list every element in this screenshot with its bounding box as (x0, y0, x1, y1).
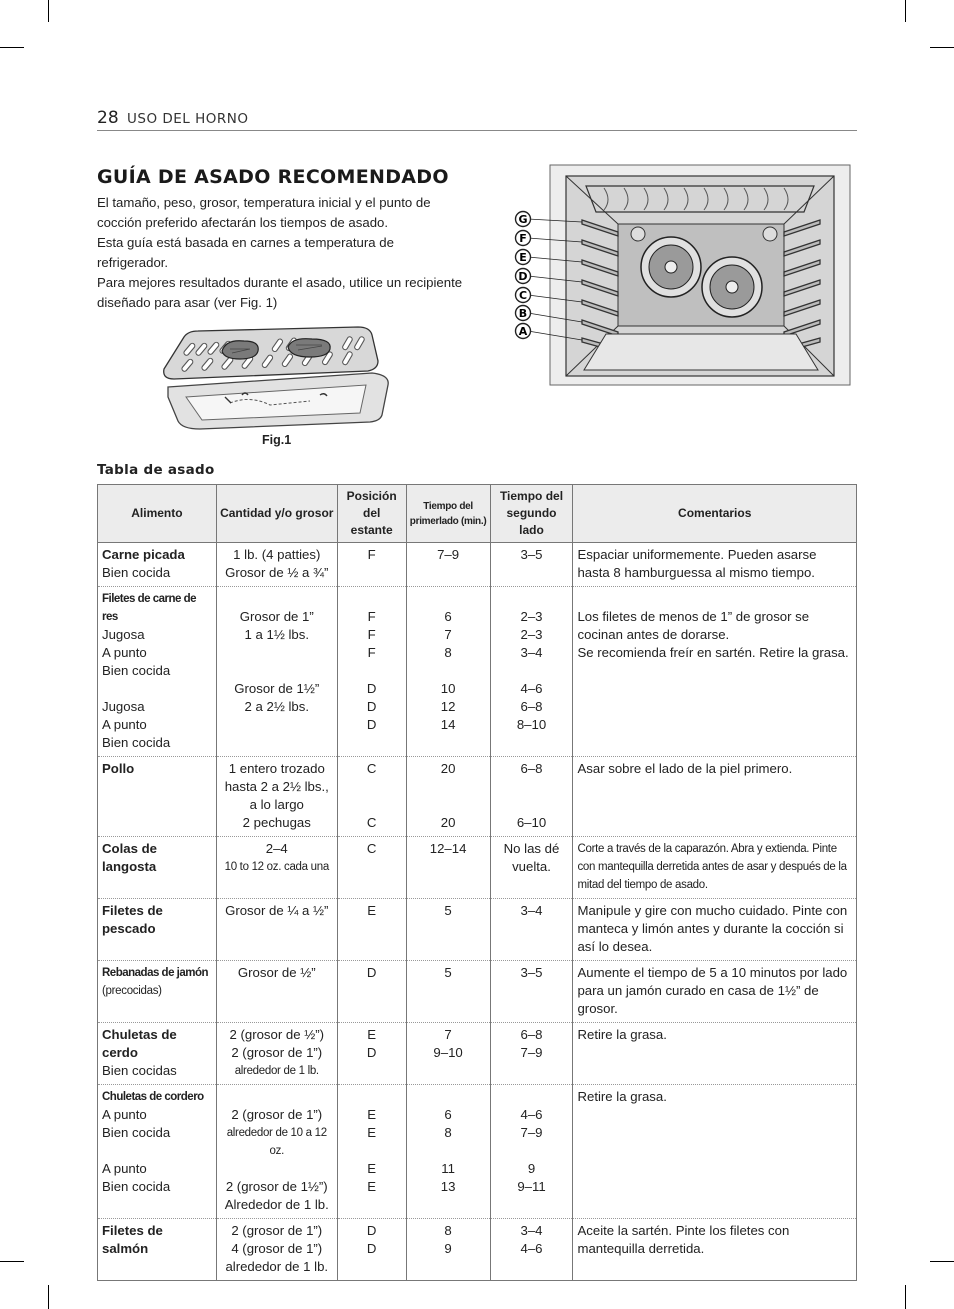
value-line: 8 (444, 645, 452, 660)
value-line: 7 (444, 627, 452, 642)
food-line: Bien cocida (102, 735, 171, 750)
cell-quantity (216, 757, 337, 837)
value-line: 2–3 (520, 609, 543, 624)
value-line: 7–9 (520, 1045, 543, 1060)
header-quantity: Cantidad y/o grosor (216, 485, 337, 543)
cell-first (406, 1023, 490, 1085)
value-line (495, 662, 569, 680)
rack-label-g (516, 212, 531, 227)
convection-fan-icon (702, 257, 762, 317)
crop-mark (905, 1285, 906, 1309)
rack-label-c (516, 288, 531, 303)
value-line: E (367, 1125, 377, 1140)
value-line: 12–14 (429, 841, 467, 856)
value-line: 6–8 (520, 761, 543, 776)
value-line: Grosor de 1½” (234, 681, 320, 696)
value-line (411, 662, 486, 680)
value-line: D (366, 681, 377, 696)
value-line: E (367, 1161, 377, 1176)
cell-second (490, 757, 573, 837)
value-line: Grosor de ¼ a ½” (225, 903, 329, 918)
value-line: 4–6 (520, 1241, 543, 1256)
rack-label-e (516, 250, 531, 265)
value-line: C (366, 761, 377, 776)
value-line: 3–4 (520, 1223, 543, 1238)
value-line: a lo largo (249, 797, 304, 812)
cell-second (490, 961, 573, 1023)
value-line (411, 796, 486, 814)
value-line: alrededor de 1 lb. (234, 1065, 319, 1077)
cell-first (406, 837, 490, 899)
value-line (495, 590, 569, 608)
table-header-row (98, 485, 857, 543)
value-line (221, 1160, 333, 1178)
value-line (221, 1088, 333, 1106)
cell-first (406, 961, 490, 1023)
value-line: D (366, 1241, 377, 1256)
value-line: F (367, 627, 376, 642)
value-line (342, 590, 402, 608)
value-line: 3–5 (520, 965, 543, 980)
value-line: 6–10 (516, 815, 547, 830)
value-line: 2 a 2½ lbs. (244, 699, 310, 714)
header-comments: Comentarios (573, 485, 857, 543)
value-line (411, 1088, 486, 1106)
cell-quantity (216, 1023, 337, 1085)
food-line: A punto (102, 717, 147, 732)
broil-chart-table (97, 484, 857, 1281)
comment-text: Retire la grasa. (577, 1027, 667, 1042)
cell-comments (573, 837, 857, 899)
cell-comments (573, 961, 857, 1023)
crop-mark (0, 1261, 24, 1262)
cell-food (98, 1219, 217, 1281)
cell-quantity (216, 961, 337, 1023)
food-line: A punto (102, 645, 147, 660)
crop-mark (48, 0, 49, 22)
value-line: 7 (444, 1027, 452, 1042)
value-line: D (366, 1223, 377, 1238)
cell-second (490, 543, 573, 587)
cell-first (406, 1085, 490, 1219)
comment-text: Aumente el tiempo de 5 a 10 minutos por lado para un jamón curado en casa de 1½” de grosor. (577, 965, 848, 1016)
crop-mark (930, 1261, 954, 1262)
table-row (98, 961, 857, 1023)
value-line (342, 796, 402, 814)
cell-comments (573, 757, 857, 837)
cell-food (98, 1085, 217, 1219)
cell-position (337, 757, 406, 837)
cell-position (337, 1023, 406, 1085)
value-line: 12 (440, 699, 456, 714)
comment-text: Asar sobre el lado de la piel primero. (577, 761, 793, 776)
value-line (495, 796, 569, 814)
food-line: Colas de langosta (102, 841, 157, 874)
table-row (98, 899, 857, 961)
cell-quantity (216, 543, 337, 587)
food-line: A punto (102, 1107, 147, 1122)
cell-position (337, 543, 406, 587)
cell-position (337, 1085, 406, 1219)
svg-text:A: A (518, 325, 528, 338)
value-line: 3–5 (520, 547, 543, 562)
cell-comments (573, 1219, 857, 1281)
comment-text: Aceite la sartén. Pinte los filetes con mantequilla derretida. (577, 1223, 790, 1256)
svg-text:C: C (518, 289, 528, 302)
header-food: Alimento (98, 485, 217, 543)
value-line (495, 778, 569, 796)
table-row (98, 837, 857, 899)
cell-quantity (216, 837, 337, 899)
value-line: E (367, 903, 377, 918)
value-line: Grosor de 1” (239, 609, 314, 624)
value-line: Alrededor de 1 lb. (224, 1197, 329, 1212)
food-line: Bien cocida (102, 1179, 171, 1194)
broiler-pan-illustration (160, 325, 396, 435)
cell-second (490, 1023, 573, 1085)
value-line: No las dé vuelta. (503, 841, 560, 874)
convection-fan-icon (641, 237, 701, 297)
comment-text: Espaciar uniformemente. Pueden asarse hasta 8 hamburguessa al mismo tiempo. (577, 547, 817, 580)
svg-text:B: B (518, 307, 528, 320)
comment-text: Manipule y gire con mucho cuidado. Pinte con manteca y limón antes y durante la cocción si así lo desea. (577, 903, 848, 954)
value-line: 2 pechugas (242, 815, 311, 830)
intro-paragraph-2: Esta guía está basada en carnes a temperatura de refrigerador. (97, 235, 394, 270)
value-line: 2 (grosor de 1½”) (225, 1179, 328, 1194)
value-line: C (366, 815, 377, 830)
value-line (221, 590, 333, 608)
value-line: 1 lb. (4 patties) (233, 547, 321, 562)
value-line: Grosor de ½ a ¾” (225, 565, 329, 580)
intro-paragraph-1: El tamaño, peso, grosor, temperatura inicial y el punto de cocción preferido afectarán los tiempos de asado. (97, 195, 431, 230)
cell-position (337, 587, 406, 757)
value-line: 4 (grosor de 1”) (231, 1241, 323, 1256)
value-line: E (367, 1107, 377, 1122)
cell-food (98, 961, 217, 1023)
value-line: 20 (440, 815, 456, 830)
guide-title: GUÍA DE ASADO RECOMENDADO (97, 166, 449, 188)
cell-second (490, 899, 573, 961)
comment-text: Los filetes de menos de 1” de grosor se cocinan antes de dorarse. (577, 609, 810, 642)
cell-first (406, 587, 490, 757)
food-line: Bien cocida (102, 1125, 171, 1140)
value-line: 2 (grosor de ½”) (229, 1027, 325, 1042)
value-line (342, 778, 402, 796)
value-line: 6 (444, 1107, 452, 1122)
intro-paragraph-3: Para mejores resultados durante el asado, utilice un recipiente diseñado para asar (ver Fig. 1) (97, 275, 463, 310)
food-line: Chuletas de cordero (102, 1091, 204, 1103)
cell-first (406, 757, 490, 837)
value-line: 8–10 (516, 717, 547, 732)
value-line: Grosor de ½” (237, 965, 316, 980)
value-line: F (367, 645, 376, 660)
comment-text: Retire la grasa. (577, 1089, 667, 1104)
table-row (98, 757, 857, 837)
value-line: D (366, 965, 377, 980)
cell-quantity (216, 899, 337, 961)
food-line: Filetes de salmón (102, 1223, 163, 1256)
svg-text:G: G (518, 213, 528, 226)
value-line: 10 (440, 681, 456, 696)
table-row (98, 543, 857, 587)
table-row (98, 1023, 857, 1085)
table-row (98, 1085, 857, 1219)
comment-text (577, 590, 852, 608)
oven-interior-illustration (514, 164, 851, 386)
value-line: 13 (440, 1179, 456, 1194)
food-line: Chuletas de cerdo (102, 1027, 177, 1060)
crop-mark (0, 47, 24, 48)
value-line: 2–4 (265, 841, 288, 856)
value-line: 4–6 (520, 681, 543, 696)
crop-mark (905, 0, 906, 22)
value-line: 9–10 (433, 1045, 463, 1060)
value-line: 20 (440, 761, 456, 776)
cell-first (406, 1219, 490, 1281)
rack-label-d (516, 269, 531, 284)
table-row (98, 587, 857, 757)
value-line (342, 1088, 402, 1106)
comment-text: Corte a través de la caparazón. Abra y extienda. Pinte con mantequilla derretida antes de asar y después de la mitad del tiempo de asado. (577, 843, 847, 891)
value-line (221, 662, 333, 680)
cell-food (98, 757, 217, 837)
figure-caption: Fig.1 (262, 433, 292, 447)
cell-position (337, 837, 406, 899)
food-line: Filetes de carne de res (102, 593, 197, 623)
value-line: F (367, 609, 376, 624)
value-line: 3–4 (520, 903, 543, 918)
value-line: 9 (444, 1241, 452, 1256)
value-line: 8 (444, 1125, 452, 1140)
header-second-side: Tiempo del segundo lado (490, 485, 573, 543)
page-number: 28 (97, 108, 119, 128)
value-line: C (366, 841, 377, 856)
value-line: 6–8 (520, 1027, 543, 1042)
food-line: (precocidas) (102, 985, 162, 997)
value-line: 6 (444, 609, 452, 624)
header-first-side: Tiempo del primerlado (min.) (406, 485, 490, 543)
food-line: Pollo (102, 761, 135, 776)
value-line: D (366, 1045, 377, 1060)
food-line (102, 680, 212, 698)
cell-food (98, 543, 217, 587)
rack-label-b (516, 306, 531, 321)
cell-quantity (216, 1085, 337, 1219)
cell-comments (573, 543, 857, 587)
value-line: alrededor de 1 lb. (225, 1259, 329, 1274)
section-title: USO DEL HORNO (127, 111, 249, 127)
food-line: Bien cocidas (102, 1063, 177, 1078)
value-line (342, 1142, 402, 1160)
value-line: hasta 2 a 2½ lbs., (224, 779, 329, 794)
food-line: Bien cocida (102, 663, 171, 678)
value-line: 4–6 (520, 1107, 543, 1122)
food-line: Filetes de pescado (102, 903, 163, 936)
food-line: A punto (102, 1161, 147, 1176)
rack-label-a (516, 324, 531, 339)
value-line: E (367, 1179, 377, 1194)
value-line: 11 (441, 1161, 455, 1176)
comment-text: Se recomienda freír en sartén. Retire la grasa. (577, 645, 849, 660)
value-line: D (366, 699, 377, 714)
cell-comments (573, 1023, 857, 1085)
food-line: Carne picada (102, 547, 185, 562)
value-line (342, 662, 402, 680)
value-line: 2 (grosor de 1”) (231, 1107, 323, 1122)
cell-food (98, 837, 217, 899)
value-line: 7–9 (520, 1125, 543, 1140)
cell-position (337, 899, 406, 961)
cell-second (490, 587, 573, 757)
value-line (411, 1142, 486, 1160)
svg-text:D: D (518, 270, 528, 283)
value-line: 5 (444, 965, 452, 980)
cell-second (490, 1085, 573, 1219)
value-line: 3–4 (520, 645, 543, 660)
crop-mark (48, 1285, 49, 1309)
table-title: Tabla de asado (97, 462, 215, 478)
cell-second (490, 1219, 573, 1281)
value-line: 10 to 12 oz. cada una (224, 861, 329, 873)
value-line: 9–11 (517, 1179, 546, 1194)
cell-food (98, 587, 217, 757)
food-line: Rebanadas de jamón (102, 967, 209, 979)
value-line: alrededor de 10 a 12 oz. (226, 1127, 327, 1157)
cell-position (337, 961, 406, 1023)
value-line: E (367, 1027, 377, 1042)
svg-text:F: F (519, 232, 527, 245)
value-line: 5 (444, 903, 452, 918)
value-line (411, 590, 486, 608)
cell-comments (573, 1085, 857, 1219)
value-line (221, 716, 333, 734)
value-line: 6–8 (520, 699, 543, 714)
value-line (221, 644, 333, 662)
value-line (495, 1142, 569, 1160)
value-line: 1 entero trozado (228, 761, 325, 776)
svg-text:E: E (519, 251, 527, 264)
value-line (411, 778, 486, 796)
page-header (97, 108, 857, 131)
cell-quantity (216, 587, 337, 757)
food-line: Bien cocida (102, 565, 171, 580)
cell-comments (573, 899, 857, 961)
value-line: D (366, 717, 377, 732)
cell-food (98, 1023, 217, 1085)
value-line: 2 (grosor de 1”) (231, 1045, 323, 1060)
cell-first (406, 899, 490, 961)
rack-label-f (516, 231, 531, 246)
cell-quantity (216, 1219, 337, 1281)
food-line: Jugosa (102, 627, 145, 642)
value-line (495, 1088, 569, 1106)
header-position: Posición del estante (337, 485, 406, 543)
cell-second (490, 837, 573, 899)
value-line: 2–3 (520, 627, 543, 642)
food-line (102, 1142, 212, 1160)
cell-position (337, 1219, 406, 1281)
value-line: 2 (grosor de 1”) (231, 1223, 323, 1238)
value-line: 1 a 1½ lbs. (244, 627, 310, 642)
food-line: Jugosa (102, 699, 145, 714)
value-line: 9 (527, 1161, 536, 1176)
value-line: F (367, 547, 376, 562)
value-line: 14 (440, 717, 456, 732)
cell-first (406, 543, 490, 587)
table-row (98, 1219, 857, 1281)
cell-food (98, 899, 217, 961)
cell-comments (573, 587, 857, 757)
value-line: 8 (444, 1223, 452, 1238)
crop-mark (930, 47, 954, 48)
value-line: 7–9 (437, 547, 460, 562)
